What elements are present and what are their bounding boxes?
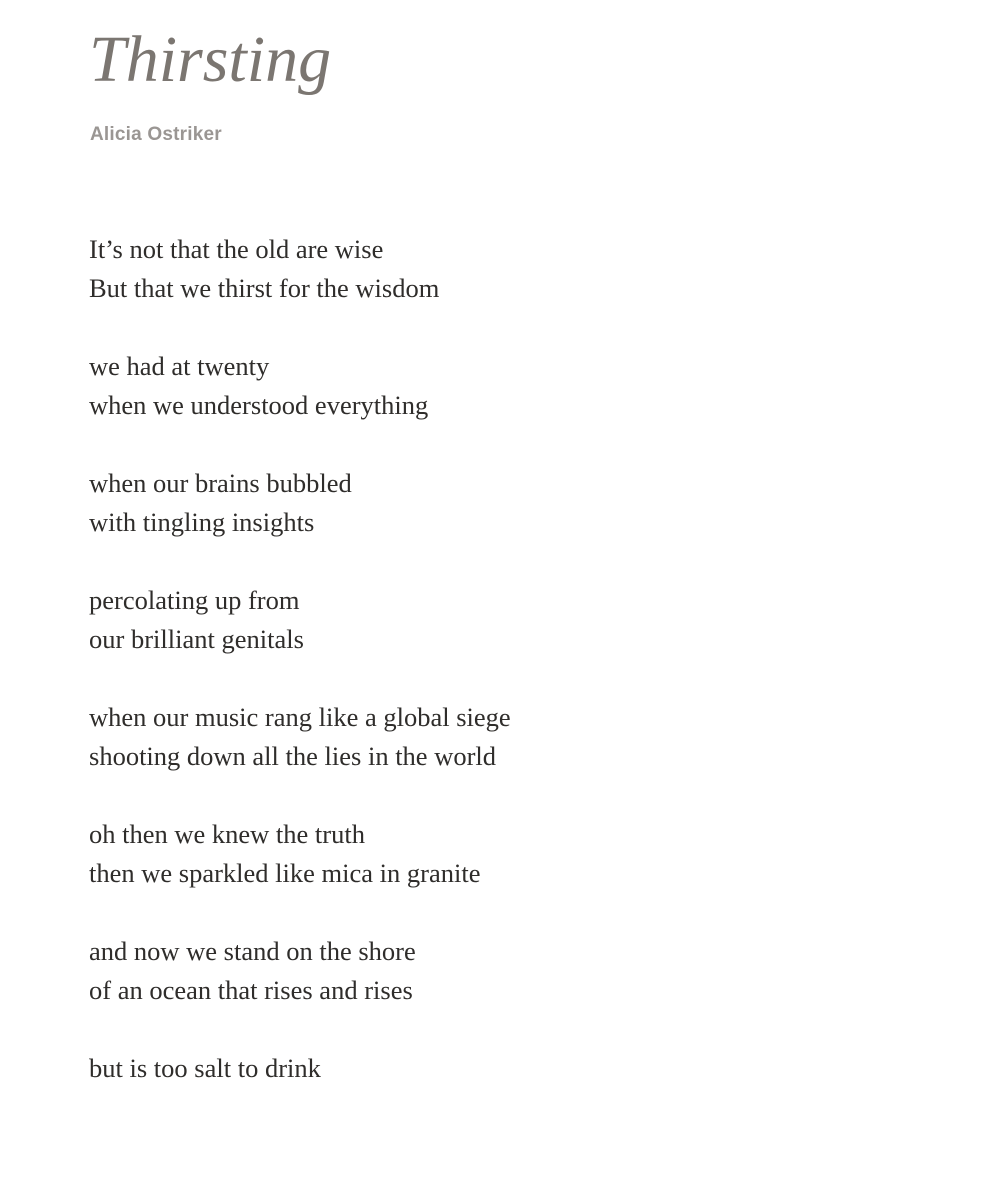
poem-stanza xyxy=(89,815,1008,894)
poem-line: when our brains bubbled xyxy=(89,467,352,498)
poem-stanza xyxy=(89,932,1008,1011)
poem-body xyxy=(89,230,1008,1089)
poem-line: shooting down all the lies in the world xyxy=(89,741,497,772)
poem-line: with tingling insights xyxy=(89,507,315,538)
poem-author: Alicia Ostriker xyxy=(90,123,222,145)
poem-line: It’s not that the old are wise xyxy=(89,233,384,264)
poem-line: percolating up from xyxy=(89,584,300,615)
poem-line: of an ocean that rises and rises xyxy=(89,975,413,1006)
poem-stanza xyxy=(89,230,1008,309)
poem-line: we had at twenty xyxy=(89,350,270,381)
poem-line: but is too salt to drink xyxy=(89,1052,321,1083)
poem-stanza xyxy=(89,698,1008,777)
poem-line: when we understood everything xyxy=(89,390,429,421)
poem-stanza xyxy=(89,464,1008,543)
poem-stanza xyxy=(89,581,1008,660)
poem-stanza xyxy=(89,1049,1008,1089)
poem-stanza xyxy=(89,347,1008,426)
poem-line: oh then we knew the truth xyxy=(89,818,365,849)
page-title: Thirsting xyxy=(89,23,332,96)
poem-line: But that we thirst for the wisdom xyxy=(89,273,440,304)
poem-line: our brilliant genitals xyxy=(89,624,304,655)
poem-line: when our music rang like a global siege xyxy=(89,701,511,732)
poem-line: then we sparkled like mica in granite xyxy=(89,858,481,889)
poem-line: and now we stand on the shore xyxy=(89,935,416,966)
